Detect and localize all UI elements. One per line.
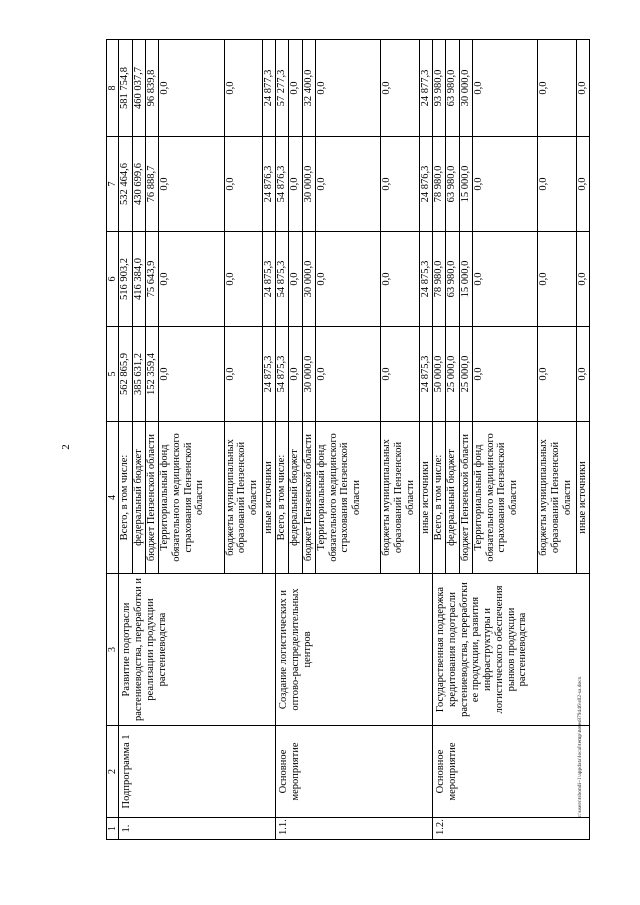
row-number-cell (433, 818, 590, 840)
amount-cell: 0,0 (381, 327, 419, 422)
amount-cell: 78 980,0 (433, 137, 446, 232)
funding-source-cell (224, 422, 262, 574)
amount-cell: 63 980,0 (446, 40, 459, 137)
amount-cell: 0,0 (472, 137, 537, 232)
rotated-table-wrapper (106, 40, 590, 840)
row-number-cell (119, 818, 276, 840)
amount-cell: 30 000,0 (302, 137, 315, 232)
amount-cell: 76 888,7 (145, 137, 158, 232)
table-row (119, 40, 132, 840)
amount-cell: 15 000,0 (459, 137, 472, 232)
amount-cell: 54 875,3 (276, 232, 289, 327)
row-number: 1. (121, 824, 133, 833)
amount-cell: 24 876,3 (263, 137, 276, 232)
table-row (433, 40, 446, 840)
funding-source-label: иные источники (263, 461, 275, 534)
funding-source-label: федеральный бюджет (289, 449, 301, 546)
funding-source-cell (132, 422, 145, 574)
amount-cell: 0,0 (224, 327, 262, 422)
amount-cell: 54 875,3 (276, 327, 289, 422)
amount-cell: 50 000,0 (433, 327, 446, 422)
amount-cell: 0,0 (538, 40, 576, 137)
funding-source-cell (446, 422, 459, 574)
funding-source-label: бюджеты муниципальных образований Пензенской области (224, 439, 260, 556)
amount-cell: 0,0 (315, 40, 380, 137)
amount-cell: 0,0 (381, 232, 419, 327)
amount-cell: 57 277,3 (276, 40, 289, 137)
amount-cell: 24 875,3 (263, 327, 276, 422)
amount-cell: 0,0 (576, 232, 589, 327)
row-number-cell (276, 818, 433, 840)
amount-cell: 24 876,3 (419, 137, 432, 232)
amount-cell: 30 000,0 (302, 327, 315, 422)
amount-cell: 0,0 (159, 327, 224, 422)
amount-cell: 0,0 (472, 327, 537, 422)
funding-source-label: бюджет Пензенской области (302, 433, 314, 562)
funding-source-cell (459, 422, 472, 574)
row-name: Государственная поддержка кредитования подотрасли растениеводства, переработки ее продукции, развития инфраструктуры и логистического обеспечения рынков продукции растениеводства (435, 582, 529, 717)
funding-source-label: Всего, в том числе: (276, 454, 288, 541)
funding-source-cell (315, 422, 380, 574)
amount-cell: 0,0 (289, 137, 302, 232)
amount-cell: 24 875,3 (263, 232, 276, 327)
amount-cell: 25 000,0 (446, 327, 459, 422)
header-cell: 3 (107, 574, 119, 726)
funding-source-cell (576, 422, 589, 574)
amount-cell: 460 037,7 (132, 40, 145, 137)
row-number: 1.1. (278, 819, 290, 835)
funding-source-label: Территориальный фонд обязательного медицинского страхования Пензенской области (472, 433, 519, 562)
amount-cell: 532 464,6 (119, 137, 132, 232)
amount-cell: 0,0 (159, 40, 224, 137)
amount-cell: 0,0 (289, 327, 302, 422)
budget-table (106, 39, 590, 840)
row-name: Создание логистических и оптово-распределительных центров (278, 588, 313, 711)
amount-cell: 0,0 (224, 137, 262, 232)
amount-cell: 24 875,3 (419, 232, 432, 327)
funding-source-cell (538, 422, 576, 574)
funding-source-label: бюджеты муниципальных образований Пензенской области (538, 439, 573, 556)
funding-source-label: иные источники (419, 461, 431, 534)
amount-cell: 30 000,0 (302, 232, 315, 327)
page-number: 2 (60, 444, 72, 450)
row-number: 1.2. (435, 819, 447, 835)
header-cell: 6 (107, 232, 119, 327)
amount-cell: 0,0 (538, 327, 576, 422)
amount-cell: 93 980,0 (433, 40, 446, 137)
amount-cell: 0,0 (159, 137, 224, 232)
amount-cell: 0,0 (289, 232, 302, 327)
row-type: Основное мероприятие (435, 742, 458, 801)
amount-cell: 0,0 (315, 137, 380, 232)
amount-cell: 32 400,0 (302, 40, 315, 137)
header-row (107, 40, 119, 840)
amount-cell: 0,0 (381, 137, 419, 232)
amount-cell: 25 000,0 (459, 327, 472, 422)
row-type-cell (119, 726, 276, 818)
amount-cell: 0,0 (224, 232, 262, 327)
amount-cell: 0,0 (289, 40, 302, 137)
amount-cell: 30 000,0 (459, 40, 472, 137)
row-type: Подпрограмма 1 (121, 734, 133, 809)
amount-cell: 78 980,0 (433, 232, 446, 327)
amount-cell: 24 875,3 (419, 327, 432, 422)
table-body (107, 40, 590, 840)
funding-source-label: Территориальный фонд обязательного медицинского страхования Пензенской области (315, 433, 363, 562)
amount-cell: 0,0 (472, 232, 537, 327)
funding-source-cell (433, 422, 446, 574)
funding-source-cell (145, 422, 158, 574)
header-cell: 1 (107, 818, 119, 840)
amount-cell: 0,0 (381, 40, 419, 137)
row-name: Развитие подотрасли растениеводства, переработки и реализации продукции растениеводства (121, 578, 168, 721)
amount-cell: 0,0 (159, 232, 224, 327)
amount-cell: 15 000,0 (459, 232, 472, 327)
amount-cell: 24 877,3 (263, 40, 276, 137)
funding-source-cell (119, 422, 132, 574)
header-cell: 4 (107, 422, 119, 574)
funding-source-cell (419, 422, 432, 574)
row-name-cell (433, 574, 590, 726)
funding-source-label: бюджет Пензенской области (145, 433, 157, 562)
amount-cell: 562 865,9 (119, 327, 132, 422)
amount-cell: 96 839,8 (145, 40, 158, 137)
amount-cell: 0,0 (224, 40, 262, 137)
amount-cell: 416 384,0 (132, 232, 145, 327)
header-cell: 8 (107, 40, 119, 137)
amount-cell: 0,0 (538, 232, 576, 327)
funding-source-label: федеральный бюджет (132, 449, 144, 546)
funding-source-label: Территориальный фонд обязательного медицинского страхования Пензенской области (159, 433, 206, 562)
amount-cell: 75 643,9 (145, 232, 158, 327)
amount-cell: 0,0 (538, 137, 576, 232)
amount-cell: 430 699,6 (132, 137, 145, 232)
row-type-cell (433, 726, 590, 818)
amount-cell: 152 359,4 (145, 327, 158, 422)
header-cell: 5 (107, 327, 119, 422)
amount-cell: 0,0 (576, 40, 589, 137)
amount-cell: 385 631,2 (132, 327, 145, 422)
amount-cell: 0,0 (472, 40, 537, 137)
amount-cell: 0,0 (315, 232, 380, 327)
funding-source-label: иные источники (576, 461, 588, 534)
funding-source-label: федеральный бюджет (446, 449, 458, 546)
funding-source-cell (263, 422, 276, 574)
footer-file-path: c:\users\tsbondi~1\appdata\local\temp\notes879446\s02-sa.docx (577, 676, 583, 818)
funding-source-cell (276, 422, 289, 574)
row-type-cell (276, 726, 433, 818)
row-name-cell (119, 574, 276, 726)
row-name-cell (276, 574, 433, 726)
amount-cell: 516 903,2 (119, 232, 132, 327)
funding-source-label: бюджет Пензенской области (459, 433, 471, 562)
amount-cell: 54 876,3 (276, 137, 289, 232)
funding-source-label: бюджеты муниципальных образований Пензенской области (381, 439, 416, 556)
amount-cell: 24 877,3 (419, 40, 432, 137)
funding-source-label: Всего, в том числе: (119, 454, 131, 541)
funding-source-cell (302, 422, 315, 574)
amount-cell: 0,0 (576, 327, 589, 422)
funding-source-cell (159, 422, 224, 574)
header-cell: 7 (107, 137, 119, 232)
amount-cell: 581 754,8 (119, 40, 132, 137)
amount-cell: 0,0 (576, 137, 589, 232)
table-row (276, 40, 289, 840)
funding-source-cell (289, 422, 302, 574)
funding-source-label: Всего, в том числе: (433, 454, 445, 541)
amount-cell: 0,0 (315, 327, 380, 422)
row-type: Основное мероприятие (278, 742, 301, 801)
header-cell: 2 (107, 726, 119, 818)
amount-cell: 63 980,0 (446, 137, 459, 232)
funding-source-cell (381, 422, 419, 574)
amount-cell: 63 980,0 (446, 232, 459, 327)
funding-source-cell (472, 422, 537, 574)
